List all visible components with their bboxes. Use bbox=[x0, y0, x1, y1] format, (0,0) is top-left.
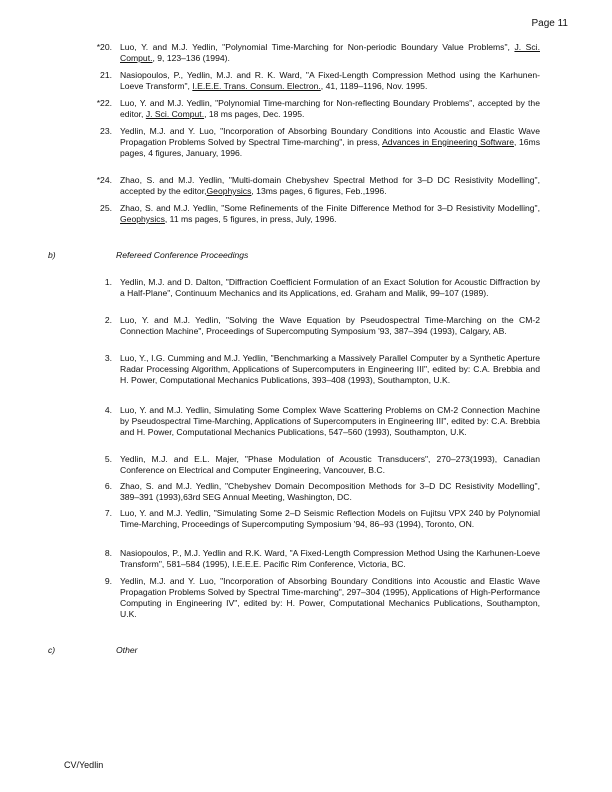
entry-text: Nasiopoulos, P., M.J. Yedlin and R.K. Ward, "A Fixed-Length Compression Method Using the Karhunen-Loeve Transform", 581–584 (1995), I.E.E.E. Pacific Rim Conference, Victoria, BC. bbox=[120, 548, 540, 569]
entry-number: 8. bbox=[104, 548, 112, 558]
entry-text-main: Zhao, S. and M.J. Yedlin, "Some Refinements of the Finite Difference Method for 3–D Resistivity Modelling", bbox=[120, 203, 540, 213]
entry-number: 1. bbox=[104, 277, 112, 287]
entry-number: 6. bbox=[104, 481, 112, 491]
journal-name: Advances in Engineering Software bbox=[382, 136, 515, 147]
journal-name: Geophysics bbox=[206, 185, 252, 196]
entry-text: Luo, Y. and M.J. Yedlin, Simulating Some Complex Wave Scattering Problems on CM-2 Connection Machine by Pseudospectral Time-Marching, Applications of Supercomputers in Engineering III", edited by: C.A. Brebbia and H. Power, Computational Mechanics Publications, 547–560 (1993), Southampton, U.K. bbox=[120, 405, 540, 437]
entry-number: *24. bbox=[96, 175, 112, 185]
entry-text: Luo, Y. and M.J. Yedlin, "Solving the Wave Equation by Pseudospectral Time-Marching on the CM-2 Connection Machine", Proceedings of Supercomputing Symposium '93, 387–394 (1993), Calgary, AB. bbox=[120, 315, 540, 336]
journal-name: J. Sci. Comput. bbox=[145, 108, 205, 119]
entry-text bbox=[120, 98, 540, 120]
entry-number: 2. bbox=[104, 315, 112, 325]
entry-text-main: Zhao, S. and M.J. Yedlin, "Multi-domain Chebyshev Spectral Method for 3–D DC Resistivity Modelling", accepted by the editor, bbox=[120, 175, 540, 196]
entry-text-tail: , 11 ms pages, 5 figures, in press, July, 1996. bbox=[164, 213, 337, 224]
page-number: Page 11 bbox=[531, 18, 568, 29]
entry-text bbox=[120, 203, 540, 225]
section-title: Other bbox=[116, 645, 138, 655]
entry-text: Yedlin, M.J. and E.L. Majer, "Phase Modulation of Acoustic Transducers", 270–273(1993), Canadian Conference on Electrical and Computer Engineering, Vancouver, B.C. bbox=[120, 454, 540, 475]
journal-name: J. Sci. Comput. bbox=[120, 42, 540, 63]
entry-number: 21. bbox=[100, 70, 112, 80]
entry-number: *20. bbox=[96, 42, 112, 52]
footer-label: CV/Yedlin bbox=[64, 760, 104, 770]
journal-name: Geophysics bbox=[120, 213, 165, 224]
entry-number: *22. bbox=[96, 98, 112, 108]
journal-name: I.E.E.E. Trans. Consum. Electron. bbox=[192, 80, 321, 91]
entry-number: 5. bbox=[104, 454, 112, 464]
entry-text-main: Luo, Y. and M.J. Yedlin, "Polynomial Time-marching for Non-reflecting Boundary Problems", accepted by the editor, bbox=[120, 98, 540, 119]
entry-text bbox=[120, 175, 540, 197]
entry-text-main: Nasiopoulos, P., Yedlin, M.J. and R. K. Ward, "A Fixed-Length Compression Method using the Karhunen-Loeve Transform", bbox=[120, 70, 540, 91]
entry-text: Zhao, S. and M.J. Yedlin, "Chebyshev Domain Decomposition Methods for 3–D DC Resistivity Modelling", 389–391 (1993),63rd SEG Annual Meeting, Washington, DC. bbox=[120, 481, 540, 502]
entry-text-tail: , 18 ms pages, Dec. 1995. bbox=[204, 108, 305, 119]
entry-number: 23. bbox=[100, 126, 112, 136]
entry-text: Yedlin, M.J. and Y. Luo, "Incorporation of Absorbing Boundary Conditions into Acoustic and Elastic Wave Propagation Problems Solved by Spectral Time-marching", 297–304 (1995), Applications of High-Performance Computing in Engineering IV", edited by: H. Power, Computational Mechanics Publications, Southampton, U.K. bbox=[120, 576, 540, 619]
entry-number: 25. bbox=[100, 203, 112, 213]
section-letter: b) bbox=[48, 250, 56, 260]
section-title: Refereed Conference Proceedings bbox=[116, 250, 249, 260]
entry-number: 7. bbox=[104, 508, 112, 518]
entry-number: 3. bbox=[104, 353, 112, 363]
entry-text: Luo, Y. and M.J. Yedlin, "Simulating Some 2–D Seismic Reflection Models on Fujitsu VPX 240 by Polynomial Time-Marching, Proceedings of Supercomputing Symposium '94, 86–93 (1994), Toronto, ON. bbox=[120, 508, 540, 529]
entry-text-main: Luo, Y. and M.J. Yedlin, "Polynomial Time-Marching for Non-periodic Boundary Value Problems", bbox=[120, 42, 515, 52]
section-letter: c) bbox=[48, 645, 56, 655]
entry-text: Yedlin, M.J. and D. Dalton, "Diffraction Coefficient Formulation of an Exact Solution for Acoustic Diffraction by a Half-Plane", Continuum Mechanics and its Applications, ed. Graham and Malik, 99–107 (1989). bbox=[120, 277, 540, 298]
entry-text bbox=[120, 70, 540, 92]
entry-text-tail: , 41, 1189–1196, Nov. 1995. bbox=[320, 80, 428, 91]
entry-text-tail: , 16ms pages, 4 figures, January, 1996. bbox=[120, 136, 540, 158]
entry-text-main: Yedlin, M.J. and Y. Luo, "Incorporation of Absorbing Boundary Conditions into Acoustic and Elastic Wave Propagation Problems Solved by Spectral Time-marching", in press, bbox=[120, 126, 540, 147]
entry-text bbox=[120, 42, 540, 64]
entry-number: 9. bbox=[104, 576, 112, 586]
entry-number: 4. bbox=[104, 405, 112, 415]
entry-text bbox=[120, 126, 540, 159]
entry-text: Luo, Y., I.G. Cumming and M.J. Yedlin, "Benchmarking a Massively Parallel Computer by a Synthetic Aperture Radar Processing Algorithm, Applications of Supercomputers in Engineering III", edited by: C.A. Brebbia and H. Power, Computational Mechanics Publications, 393–408 (1993), Southampton, U.K. bbox=[120, 353, 540, 385]
entry-text-tail: , 13ms pages, 6 figures, Feb.,1996. bbox=[251, 185, 387, 196]
entry-text-tail: , 9, 123–136 (1994). bbox=[152, 52, 230, 63]
